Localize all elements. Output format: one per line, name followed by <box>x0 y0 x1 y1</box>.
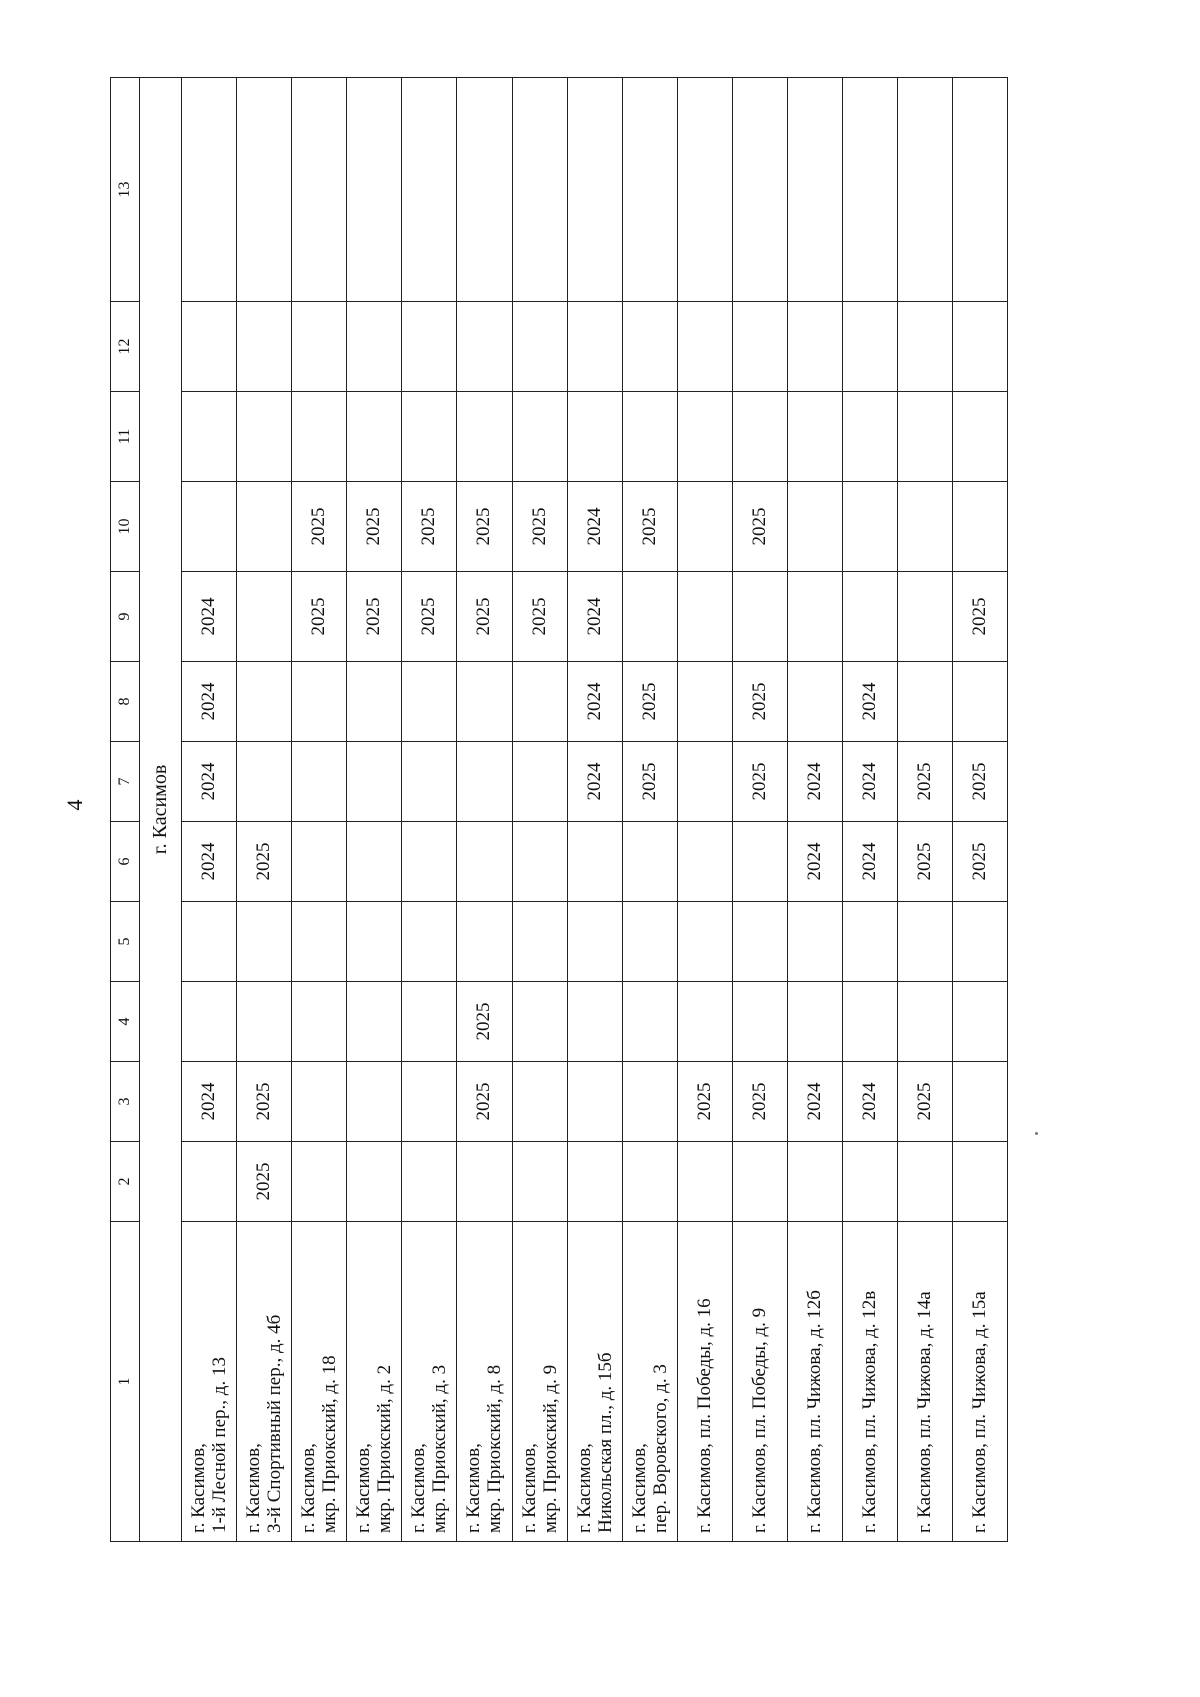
year-cell: 2024 <box>567 482 622 572</box>
table-sheet <box>110 78 1008 1542</box>
year-cell: 2024 <box>842 1062 897 1142</box>
table-row <box>512 78 567 1542</box>
year-cell <box>292 392 347 482</box>
year-cell <box>842 572 897 662</box>
address-cell <box>182 1222 237 1542</box>
year-cell: 2025 <box>622 742 677 822</box>
registry-table <box>110 77 1008 1542</box>
year-cell <box>347 822 402 902</box>
year-cell <box>567 302 622 392</box>
year-cell: 2025 <box>237 1142 292 1222</box>
year-cell: 2024 <box>567 742 622 822</box>
address-cell <box>787 1222 842 1542</box>
year-cell: 2025 <box>347 482 402 572</box>
year-cell <box>732 822 787 902</box>
year-cell <box>512 78 567 302</box>
year-cell <box>402 1142 457 1222</box>
year-cell: 2024 <box>182 572 237 662</box>
table-row <box>567 78 622 1542</box>
year-cell <box>842 392 897 482</box>
year-cell: 2025 <box>457 572 512 662</box>
column-number: 7 <box>111 742 140 822</box>
year-cell: 2025 <box>952 572 1007 662</box>
table-row <box>952 78 1007 1542</box>
year-cell <box>402 742 457 822</box>
address-line: г. Касимов, <box>188 1443 210 1533</box>
year-cell <box>402 902 457 982</box>
year-cell <box>182 982 237 1062</box>
column-number: 12 <box>111 302 140 392</box>
year-cell <box>512 392 567 482</box>
year-cell: 2025 <box>622 662 677 742</box>
address-line: г. Касимов, пл. Победы, д. 16 <box>694 1298 716 1533</box>
address-cell <box>952 1222 1007 1542</box>
year-cell: 2024 <box>787 742 842 822</box>
table-row <box>842 78 897 1542</box>
year-cell <box>567 78 622 302</box>
year-cell <box>677 572 732 662</box>
year-cell <box>402 392 457 482</box>
address-line: мкр. Приокский, д. 18 <box>319 1355 341 1533</box>
address-line: г. Касимов, пл. Чижова, д. 15а <box>969 1291 991 1533</box>
year-cell <box>237 572 292 662</box>
year-cell <box>787 392 842 482</box>
year-cell <box>182 78 237 302</box>
year-cell <box>732 302 787 392</box>
year-cell <box>787 482 842 572</box>
year-cell <box>457 822 512 902</box>
year-cell <box>512 662 567 742</box>
year-cell <box>677 392 732 482</box>
column-number: 4 <box>111 982 140 1062</box>
table-row <box>182 78 237 1542</box>
year-cell: 2025 <box>897 742 952 822</box>
column-number: 11 <box>111 392 140 482</box>
year-cell <box>567 1142 622 1222</box>
column-number-row <box>111 78 140 1542</box>
year-cell <box>512 742 567 822</box>
address-cell <box>567 1222 622 1542</box>
year-cell <box>897 982 952 1062</box>
year-cell <box>897 662 952 742</box>
year-cell <box>622 982 677 1062</box>
year-cell <box>237 982 292 1062</box>
year-cell <box>512 822 567 902</box>
year-cell <box>842 982 897 1062</box>
address-cell <box>677 1222 732 1542</box>
year-cell: 2025 <box>347 572 402 662</box>
address-line: г. Касимов, <box>353 1443 375 1533</box>
year-cell <box>787 78 842 302</box>
address-line: г. Касимов, пл. Чижова, д. 12в <box>859 1290 881 1533</box>
year-cell <box>347 742 402 822</box>
year-cell <box>402 982 457 1062</box>
table-row <box>677 78 732 1542</box>
year-cell <box>952 662 1007 742</box>
year-cell <box>512 1142 567 1222</box>
year-cell <box>677 482 732 572</box>
year-cell <box>897 572 952 662</box>
address-cell <box>897 1222 952 1542</box>
year-cell <box>567 822 622 902</box>
year-cell <box>787 982 842 1062</box>
year-cell <box>732 902 787 982</box>
year-cell <box>677 822 732 902</box>
year-cell <box>622 302 677 392</box>
address-cell <box>237 1222 292 1542</box>
year-cell <box>567 1062 622 1142</box>
year-cell <box>237 78 292 302</box>
address-cell <box>457 1222 512 1542</box>
year-cell <box>402 1062 457 1142</box>
stray-mark <box>1035 1132 1038 1135</box>
table-row <box>237 78 292 1542</box>
year-cell: 2024 <box>787 1062 842 1142</box>
table-row <box>897 78 952 1542</box>
year-cell: 2025 <box>952 822 1007 902</box>
year-cell <box>787 662 842 742</box>
address-line: г. Касимов, <box>518 1443 540 1533</box>
address-line: г. Касимов, пл. Чижова, д. 12б <box>804 1290 826 1533</box>
year-cell <box>952 78 1007 302</box>
year-cell: 2024 <box>842 742 897 822</box>
year-cell <box>677 982 732 1062</box>
year-cell <box>842 78 897 302</box>
address-cell <box>732 1222 787 1542</box>
year-cell <box>677 902 732 982</box>
address-line: г. Касимов, <box>463 1443 485 1533</box>
address-cell <box>402 1222 457 1542</box>
year-cell <box>457 392 512 482</box>
year-cell <box>842 302 897 392</box>
year-cell <box>787 902 842 982</box>
address-cell <box>842 1222 897 1542</box>
table-body <box>111 78 1008 1542</box>
year-cell <box>182 482 237 572</box>
year-cell <box>512 902 567 982</box>
year-cell <box>677 742 732 822</box>
year-cell <box>292 1142 347 1222</box>
year-cell <box>952 1062 1007 1142</box>
year-cell: 2024 <box>787 822 842 902</box>
year-cell <box>897 902 952 982</box>
year-cell <box>512 1062 567 1142</box>
year-cell <box>952 302 1007 392</box>
year-cell: 2025 <box>402 482 457 572</box>
year-cell: 2025 <box>237 822 292 902</box>
year-cell <box>347 1062 402 1142</box>
table-row <box>622 78 677 1542</box>
year-cell <box>897 302 952 392</box>
table-row <box>787 78 842 1542</box>
table-row <box>732 78 787 1542</box>
address-line: г. Касимов, <box>628 1443 650 1533</box>
address-line: мкр. Приокский, д. 9 <box>539 1364 561 1533</box>
year-cell <box>292 662 347 742</box>
year-cell <box>237 902 292 982</box>
year-cell <box>292 78 347 302</box>
year-cell <box>787 1142 842 1222</box>
year-cell <box>677 1142 732 1222</box>
year-cell: 2024 <box>182 822 237 902</box>
year-cell <box>292 742 347 822</box>
address-cell <box>292 1222 347 1542</box>
year-cell <box>512 302 567 392</box>
column-number: 3 <box>111 1062 140 1142</box>
year-cell <box>622 822 677 902</box>
year-cell <box>347 982 402 1062</box>
year-cell <box>457 302 512 392</box>
year-cell <box>402 662 457 742</box>
year-cell <box>567 392 622 482</box>
address-line: г. Касимов, <box>298 1443 320 1533</box>
address-line: г. Касимов, пл. Чижова, д. 14а <box>914 1291 936 1533</box>
year-cell: 2025 <box>457 1062 512 1142</box>
year-cell <box>787 572 842 662</box>
year-cell: 2024 <box>182 1062 237 1142</box>
year-cell <box>402 302 457 392</box>
year-cell <box>622 392 677 482</box>
year-cell: 2025 <box>457 982 512 1062</box>
year-cell <box>787 302 842 392</box>
year-cell <box>897 482 952 572</box>
column-number: 10 <box>111 482 140 572</box>
year-cell <box>457 742 512 822</box>
year-cell <box>952 1142 1007 1222</box>
year-cell <box>347 78 402 302</box>
year-cell: 2024 <box>567 572 622 662</box>
year-cell <box>457 662 512 742</box>
year-cell <box>347 392 402 482</box>
year-cell <box>622 902 677 982</box>
year-cell <box>512 982 567 1062</box>
column-number: 13 <box>111 78 140 302</box>
year-cell <box>237 742 292 822</box>
year-cell: 2025 <box>622 482 677 572</box>
column-number: 2 <box>111 1142 140 1222</box>
year-cell <box>457 1142 512 1222</box>
address-line: г. Касимов, <box>573 1443 595 1533</box>
year-cell: 2025 <box>952 742 1007 822</box>
address-cell <box>512 1222 567 1542</box>
year-cell <box>237 482 292 572</box>
year-cell <box>677 78 732 302</box>
table-row <box>402 78 457 1542</box>
year-cell <box>182 392 237 482</box>
year-cell: 2024 <box>567 662 622 742</box>
address-line: г. Касимов, <box>408 1443 430 1533</box>
year-cell <box>622 78 677 302</box>
year-cell <box>842 1142 897 1222</box>
year-cell: 2025 <box>732 1062 787 1142</box>
year-cell: 2025 <box>292 482 347 572</box>
year-cell: 2025 <box>897 1062 952 1142</box>
column-number: 1 <box>111 1222 140 1542</box>
year-cell <box>952 482 1007 572</box>
year-cell: 2024 <box>182 742 237 822</box>
year-cell <box>952 902 1007 982</box>
year-cell <box>237 302 292 392</box>
address-cell <box>347 1222 402 1542</box>
column-number: 8 <box>111 662 140 742</box>
address-line: пер. Воровского, д. 3 <box>649 1364 671 1533</box>
region-header: г. Касимов <box>140 78 182 1542</box>
year-cell: 2025 <box>677 1062 732 1142</box>
address-line: Никольская пл., д. 15б <box>594 1352 616 1533</box>
year-cell <box>347 302 402 392</box>
year-cell <box>622 1142 677 1222</box>
column-number: 6 <box>111 822 140 902</box>
year-cell: 2024 <box>842 662 897 742</box>
year-cell: 2025 <box>292 572 347 662</box>
year-cell <box>952 392 1007 482</box>
year-cell <box>622 1062 677 1142</box>
address-line: г. Касимов, пл. Победы, д. 9 <box>749 1307 771 1533</box>
year-cell: 2025 <box>897 822 952 902</box>
year-cell <box>622 572 677 662</box>
year-cell <box>842 482 897 572</box>
year-cell <box>952 982 1007 1062</box>
address-line: 3-й Спортивный пер., д. 4б <box>264 1314 286 1533</box>
address-line: 1-й Лесной пер., д. 13 <box>209 1357 231 1533</box>
year-cell <box>237 662 292 742</box>
column-number: 9 <box>111 572 140 662</box>
year-cell: 2025 <box>237 1062 292 1142</box>
year-cell <box>182 1142 237 1222</box>
year-cell <box>347 662 402 742</box>
year-cell: 2025 <box>512 572 567 662</box>
year-cell <box>897 1142 952 1222</box>
year-cell <box>677 302 732 392</box>
year-cell: 2024 <box>842 822 897 902</box>
year-cell <box>292 302 347 392</box>
year-cell <box>732 78 787 302</box>
year-cell <box>732 392 787 482</box>
column-number: 5 <box>111 902 140 982</box>
address-line: мкр. Приокский, д. 8 <box>484 1364 506 1533</box>
address-line: мкр. Приокский, д. 2 <box>374 1364 396 1533</box>
address-line: мкр. Приокский, д. 3 <box>429 1364 451 1533</box>
year-cell <box>292 902 347 982</box>
table-row <box>292 78 347 1542</box>
year-cell <box>457 902 512 982</box>
year-cell: 2025 <box>732 482 787 572</box>
year-cell <box>402 822 457 902</box>
year-cell <box>182 302 237 392</box>
year-cell <box>677 662 732 742</box>
year-cell <box>897 392 952 482</box>
region-row <box>140 78 182 1542</box>
year-cell: 2025 <box>457 482 512 572</box>
year-cell: 2025 <box>732 662 787 742</box>
year-cell <box>347 902 402 982</box>
address-line: г. Касимов, <box>243 1443 265 1533</box>
year-cell <box>292 982 347 1062</box>
year-cell <box>567 902 622 982</box>
year-cell <box>182 902 237 982</box>
year-cell <box>457 78 512 302</box>
table-row <box>347 78 402 1542</box>
year-cell: 2025 <box>732 742 787 822</box>
year-cell <box>347 1142 402 1222</box>
year-cell <box>292 1062 347 1142</box>
year-cell <box>732 572 787 662</box>
year-cell: 2024 <box>182 662 237 742</box>
year-cell <box>402 78 457 302</box>
year-cell <box>732 982 787 1062</box>
year-cell <box>292 822 347 902</box>
year-cell <box>842 902 897 982</box>
page-number: 4 <box>62 799 87 811</box>
table-row <box>457 78 512 1542</box>
year-cell <box>897 78 952 302</box>
year-cell <box>732 1142 787 1222</box>
year-cell: 2025 <box>512 482 567 572</box>
address-cell <box>622 1222 677 1542</box>
year-cell: 2025 <box>402 572 457 662</box>
year-cell <box>237 392 292 482</box>
year-cell <box>567 982 622 1062</box>
